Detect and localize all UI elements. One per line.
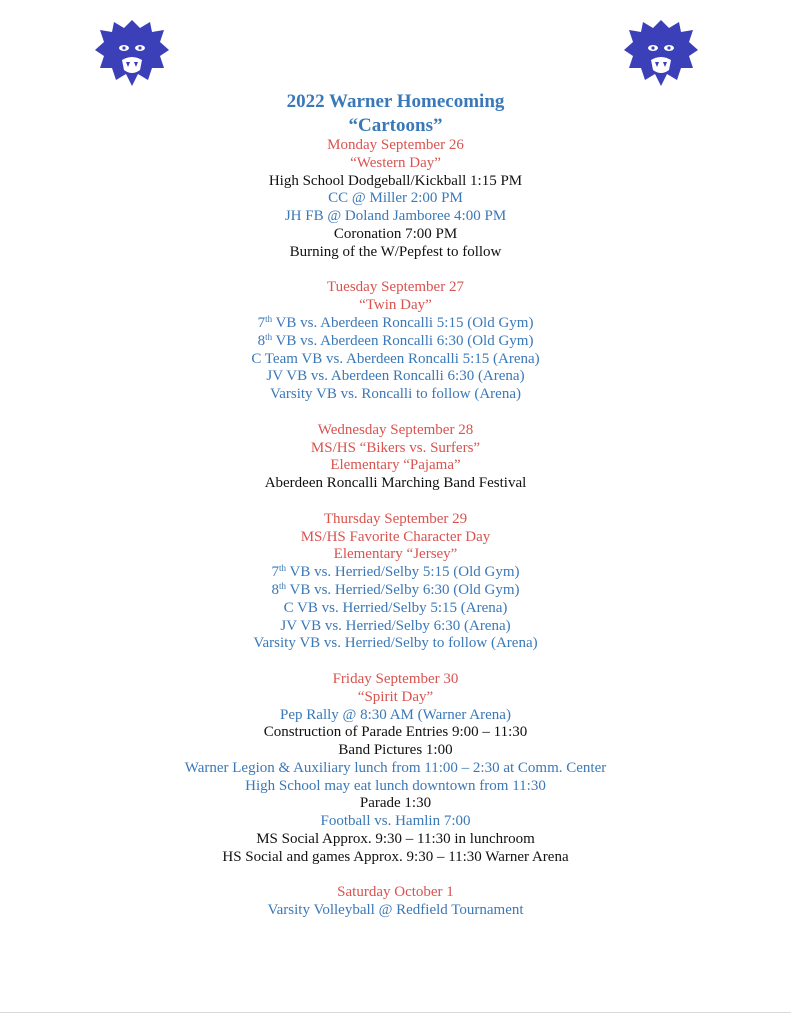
schedule: [0, 137, 791, 920]
event: JV VB vs. Herried/Selby 6:30 (Arena): [280, 617, 511, 634]
event: [0, 564, 791, 582]
event-text: VB vs. Herried/Selby 5:15 (Old Gym): [286, 564, 520, 581]
day-tuesday: [0, 279, 791, 404]
day-theme: Elementary “Pajama”: [330, 457, 461, 474]
event: C Team VB vs. Aberdeen Roncalli 5:15 (Arena): [251, 350, 540, 367]
event: MS Social Approx. 9:30 – 11:30 in lunchroom: [256, 831, 535, 848]
ordinal-suffix: th: [279, 580, 287, 591]
day-theme: “Western Day”: [350, 154, 441, 171]
event: High School Dodgeball/Kickball 1:15 PM: [268, 172, 523, 189]
event: JH FB @ Doland Jamboree 4:00 PM: [284, 208, 507, 225]
day-date: Wednesday September 28: [317, 421, 474, 438]
day-date: Monday September 26: [327, 137, 464, 153]
day-theme: MS/HS “Bikers vs. Surfers”: [310, 439, 481, 456]
day-date: Thursday September 29: [323, 510, 468, 527]
day-date: Saturday October 1: [337, 884, 454, 901]
event: CC @ Miller 2:00 PM: [328, 190, 463, 207]
event: Burning of the W/Pepfest to follow: [289, 243, 502, 260]
event: Parade 1:30: [359, 795, 432, 812]
ordinal-suffix: th: [265, 331, 273, 342]
grade-number: 7: [271, 564, 280, 581]
page-title: [0, 90, 791, 138]
day-date: Friday September 30: [332, 670, 459, 687]
event: Band Pictures 1:00: [338, 742, 453, 759]
divider: [0, 1012, 791, 1013]
event: High School may eat lunch downtown from 11:30: [245, 777, 546, 794]
event: Aberdeen Roncalli Marching Band Festival: [264, 475, 527, 492]
day-thursday: [0, 511, 791, 653]
event-text: VB vs. Herried/Selby 6:30 (Old Gym): [286, 581, 520, 598]
title-text: 2022 Warner Homecoming: [286, 91, 505, 112]
grade-number: 8: [257, 332, 266, 349]
day-theme: “Spirit Day”: [357, 688, 434, 705]
day-friday: [0, 671, 791, 867]
event: [0, 333, 791, 351]
event: JV VB vs. Aberdeen Roncalli 6:30 (Arena): [266, 368, 525, 385]
day-theme: Elementary “Jersey”: [333, 546, 458, 563]
grade-number: 8: [271, 581, 280, 598]
day-monday: [0, 137, 791, 262]
grade-number: 7: [257, 314, 266, 331]
title-theme: “Cartoons”: [348, 115, 443, 136]
event-text: VB vs. Aberdeen Roncalli 5:15 (Old Gym): [272, 314, 534, 331]
ordinal-suffix: th: [279, 563, 287, 574]
day-saturday: [0, 884, 791, 920]
lion-mascot-icon: [94, 18, 170, 90]
day-theme: MS/HS Favorite Character Day: [300, 528, 491, 545]
day-date: Tuesday September 27: [327, 279, 464, 296]
event: Pep Rally @ 8:30 AM (Warner Arena): [280, 706, 511, 723]
event: Varsity VB vs. Roncalli to follow (Arena): [270, 386, 521, 403]
event: Coronation 7:00 PM: [333, 225, 458, 242]
event: Varsity VB vs. Herried/Selby to follow (Arena): [253, 635, 538, 652]
event: [0, 315, 791, 333]
event-text: VB vs. Aberdeen Roncalli 6:30 (Old Gym): [272, 332, 534, 349]
event: [0, 582, 791, 600]
lion-mascot-icon: [623, 18, 699, 90]
day-theme: “Twin Day”: [359, 297, 432, 314]
event: HS Social and games Approx. 9:30 – 11:30 Warner Arena: [222, 848, 569, 865]
event: Construction of Parade Entries 9:00 – 11:30: [263, 724, 528, 741]
day-wednesday: [0, 422, 791, 493]
event: Varsity Volleyball @ Redfield Tournament: [267, 902, 524, 919]
event: C VB vs. Herried/Selby 5:15 (Arena): [283, 599, 508, 616]
event: Football vs. Hamlin 7:00: [320, 813, 471, 830]
ordinal-suffix: th: [265, 313, 273, 324]
event: Warner Legion & Auxiliary lunch from 11:00 – 2:30 at Comm. Center: [184, 759, 607, 776]
